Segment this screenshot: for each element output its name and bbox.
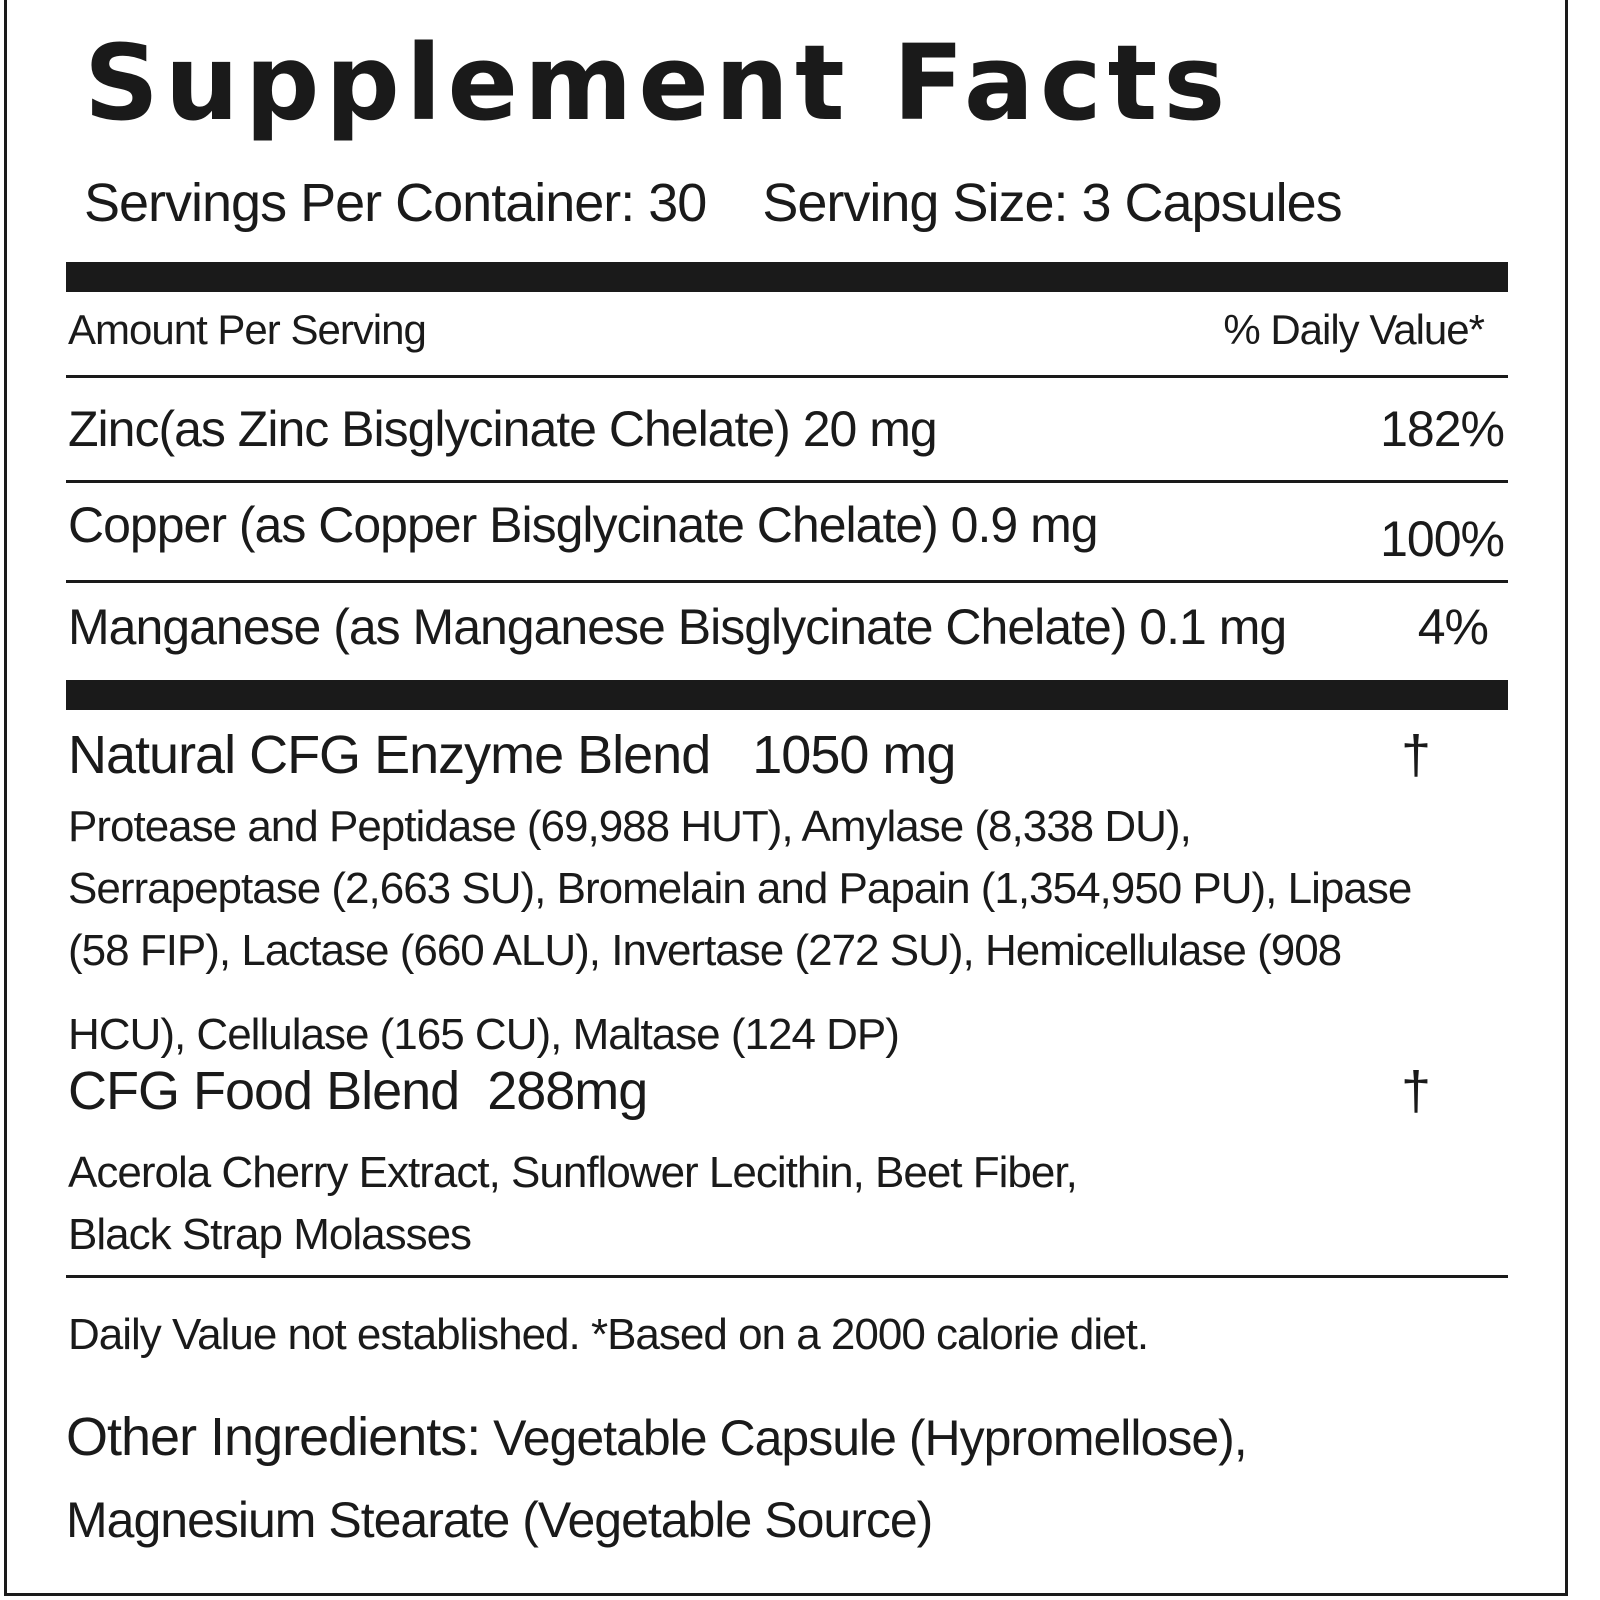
ingredients-line: Black Strap Molasses (68, 1210, 472, 1259)
servings-line (84, 168, 1342, 238)
blend-row (68, 724, 1504, 786)
blend-name: CFG Food Blend 288mg (68, 1061, 648, 1121)
ingredients-line: Protease and Peptidase (69,988 HUT), Amylase (8,338 DU), (68, 802, 1191, 851)
column-header-row (68, 306, 1504, 354)
servings-per-container: Servings Per Container: 30 (84, 173, 707, 233)
divider (66, 580, 1508, 583)
nutrient-dv: 100% (1380, 511, 1504, 567)
ingredients-line: (58 FIP), Lactase (660 ALU), Invertase (272 SU), Hemicellulase (908 (68, 926, 1342, 975)
dagger-symbol: † (1400, 1061, 1430, 1121)
amount-per-serving-label: Amount Per Serving (68, 306, 426, 353)
nutrient-name: Copper (as Copper Bisglycinate Chelate) 0.9 mg (68, 497, 1098, 553)
nutrient-row (68, 400, 1504, 458)
blend-ingredients (68, 1142, 1478, 1266)
daily-value-label: % Daily Value* (1223, 306, 1484, 353)
divider (66, 480, 1508, 483)
daily-value-footnote: Daily Value not established. *Based on a 2000 calorie diet. (68, 1310, 1149, 1359)
thick-divider-top (66, 262, 1508, 292)
dagger-symbol: † (1400, 725, 1430, 785)
nutrient-name: Manganese (as Manganese Bisglycinate Chelate) 0.1 mg (68, 599, 1287, 655)
blend-name: Natural CFG Enzyme Blend 1050 mg (68, 725, 956, 785)
other-ingredients (66, 1396, 1506, 1561)
nutrient-dv: 4% (1417, 599, 1488, 655)
ingredients-line: Acerola Cherry Extract, Sunflower Lecithin, Beet Fiber, (68, 1148, 1077, 1197)
nutrient-row (68, 598, 1504, 656)
ingredients-line: HCU), Cellulase (165 CU), Maltase (124 DP) (68, 1010, 899, 1059)
thick-divider-middle (66, 680, 1508, 710)
ingredients-line: Serrapeptase (2,663 SU), Bromelain and Papain (1,354,950 PU), Lipase (68, 864, 1412, 913)
other-ingredients-text: Vegetable Capsule (Hypromellose), Magnesium Stearate (Vegetable Source) (66, 1410, 1247, 1548)
divider (66, 1275, 1508, 1278)
label-title: Supplement Facts (84, 22, 1232, 144)
nutrient-dv: 182% (1380, 401, 1504, 457)
nutrient-row (68, 496, 1504, 567)
nutrient-name: Zinc(as Zinc Bisglycinate Chelate) 20 mg (68, 401, 937, 457)
divider (66, 375, 1508, 378)
serving-size: Serving Size: 3 Capsules (762, 173, 1342, 233)
other-ingredients-label: Other Ingredients: (66, 1407, 481, 1467)
blend-row (68, 1060, 1504, 1122)
blend-ingredients (68, 796, 1478, 1066)
